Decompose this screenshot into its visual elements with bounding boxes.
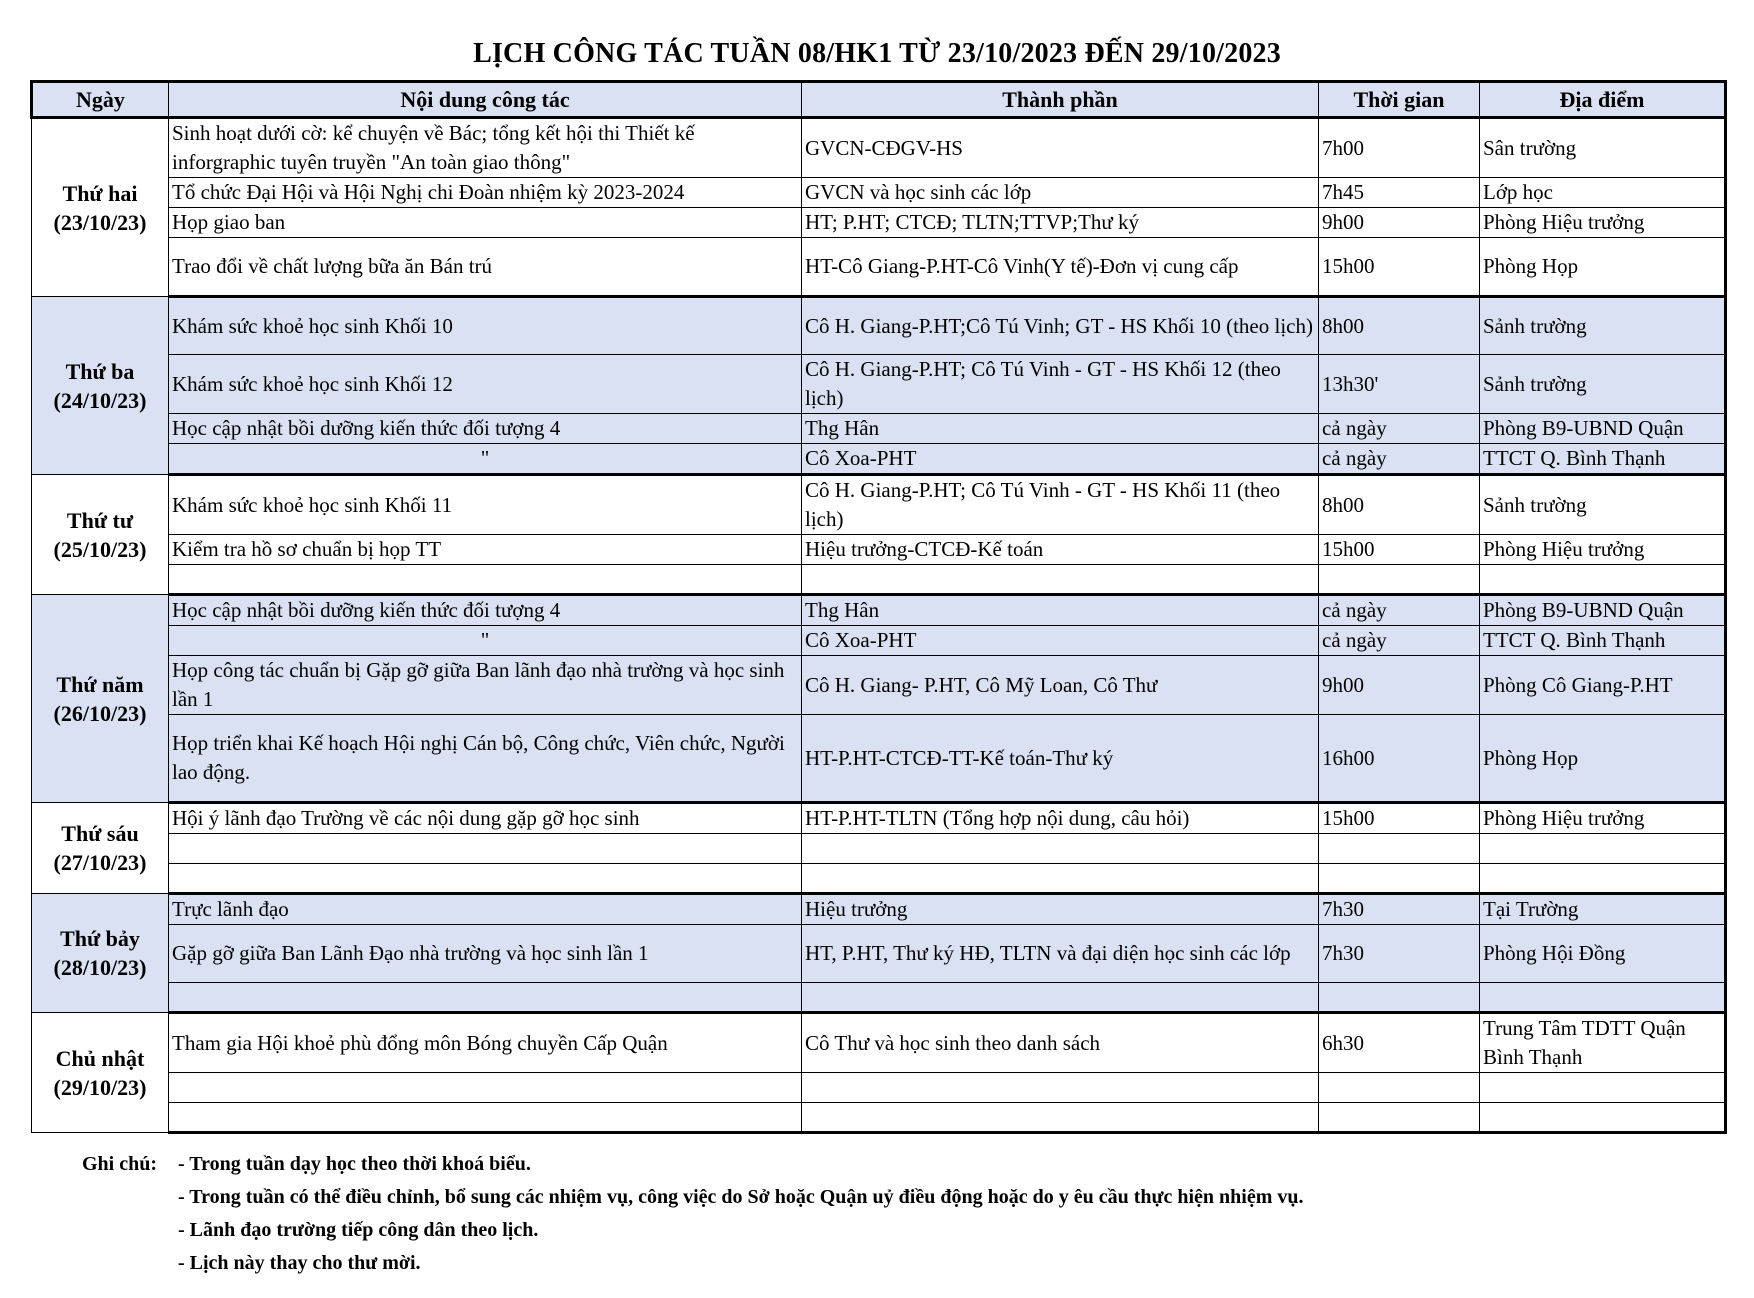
table-row <box>32 297 1726 355</box>
content-cell: Tham gia Hội khoẻ phù đổng môn Bóng chuyền Cấp Quận <box>169 1013 802 1073</box>
place-cell <box>1480 864 1726 894</box>
table-row <box>32 864 1726 894</box>
time-cell: cả ngày <box>1319 444 1480 475</box>
time-cell: 8h00 <box>1319 475 1480 535</box>
time-cell: 15h00 <box>1319 803 1480 834</box>
members-cell <box>802 1073 1319 1103</box>
day-cell <box>32 595 169 803</box>
time-cell: 8h00 <box>1319 297 1480 355</box>
time-cell: 7h30 <box>1319 894 1480 925</box>
day-name: Thứ ba <box>65 358 135 384</box>
time-cell <box>1319 864 1480 894</box>
table-row <box>32 475 1726 535</box>
table-row <box>32 595 1726 626</box>
members-cell: Cô Xoa-PHT <box>802 444 1319 475</box>
time-cell: cả ngày <box>1319 414 1480 444</box>
content-cell: Học cập nhật bồi dưỡng kiến thức đối tượng 4 <box>169 595 802 626</box>
place-cell: Phòng Hiệu trưởng <box>1480 535 1726 565</box>
table-row <box>32 238 1726 297</box>
day-group <box>32 894 1726 1013</box>
content-cell: Họp công tác chuẩn bị Gặp gỡ giữa Ban lãnh đạo nhà trường và học sinh lần 1 <box>169 656 802 715</box>
time-cell: 15h00 <box>1319 535 1480 565</box>
day-date: (23/10/23) <box>53 209 147 235</box>
day-date: (27/10/23) <box>53 850 147 875</box>
day-name: Thứ bảy <box>60 926 140 951</box>
table-row <box>32 715 1726 803</box>
time-cell: 6h30 <box>1319 1013 1480 1073</box>
members-cell: Thg Hân <box>802 595 1319 626</box>
content-cell <box>169 834 802 864</box>
table-row <box>32 803 1726 834</box>
place-cell: Phòng Hiệu trưởng <box>1480 208 1726 238</box>
content-cell <box>169 864 802 894</box>
day-name: Chủ nhật <box>55 1045 145 1071</box>
table-row <box>32 983 1726 1013</box>
content-cell: Khám sức khoẻ học sinh Khối 12 <box>169 355 802 414</box>
place-cell <box>1480 565 1726 595</box>
day-group <box>32 118 1726 297</box>
place-cell <box>1480 1073 1726 1103</box>
members-cell: HT-P.HT-CTCĐ-TT-Kế toán-Thư ký <box>802 715 1319 803</box>
day-cell <box>32 1013 169 1133</box>
day-group <box>32 803 1726 894</box>
time-cell: cả ngày <box>1319 626 1480 656</box>
members-cell <box>802 864 1319 894</box>
place-cell <box>1480 983 1726 1013</box>
members-cell: Cô H. Giang-P.HT; Cô Tú Vinh - GT - HS Khối 12 (theo lịch) <box>802 355 1319 414</box>
page-title: LỊCH CÔNG TÁC TUẦN 08/HK1 TỪ 23/10/2023 ĐẾN 29/10/2023 <box>473 38 1281 69</box>
place-cell: Tại Trường <box>1480 894 1726 925</box>
schedule-table <box>30 80 1727 1134</box>
day-group <box>32 595 1726 803</box>
day-date: (28/10/23) <box>53 955 147 980</box>
day-cell <box>32 803 169 894</box>
members-cell: HT, P.HT, Thư ký HĐ, TLTN và đại diện học sinh các lớp <box>802 925 1319 983</box>
place-cell: Phòng Hội Đồng <box>1480 925 1726 983</box>
members-cell <box>802 1103 1319 1133</box>
place-cell: Phòng Họp <box>1480 238 1726 297</box>
header-row <box>32 82 1726 118</box>
members-cell <box>802 834 1319 864</box>
members-cell: Thg Hân <box>802 414 1319 444</box>
members-cell: GVCN và học sinh các lớp <box>802 178 1319 208</box>
content-cell: Trao đổi về chất lượng bữa ăn Bán trú <box>169 238 802 297</box>
content-cell <box>169 565 802 595</box>
place-cell <box>1480 1103 1726 1133</box>
members-cell: Cô H. Giang-P.HT; Cô Tú Vinh - GT - HS Khối 11 (theo lịch) <box>802 475 1319 535</box>
members-cell: Cô H. Giang-P.HT;Cô Tú Vinh; GT - HS Khối 10 (theo lịch) <box>802 297 1319 355</box>
day-name: Thứ sáu <box>61 821 139 846</box>
table-row <box>32 414 1726 444</box>
day-name: Thứ hai <box>62 180 138 206</box>
time-cell: 13h30' <box>1319 355 1480 414</box>
time-cell: 9h00 <box>1319 208 1480 238</box>
header-place: Địa điểm <box>1480 82 1726 118</box>
content-cell: Sinh hoạt dưới cờ: kể chuyện về Bác; tổng kết hội thi Thiết kế inforgraphic tuyên truyền "An toàn giao thông" <box>169 118 802 178</box>
note-item: - Trong tuần có thể điều chỉnh, bổ sung các nhiệm vụ, công việc do Sở hoặc Quận uỷ điều động hoặc do y êu cầu thực hiện nhiệm vụ. <box>178 1186 1304 1208</box>
content-cell: Họp giao ban <box>169 208 802 238</box>
header-members: Thành phần <box>802 82 1319 118</box>
note-item: - Lãnh đạo trường tiếp công dân theo lịch. <box>178 1219 539 1241</box>
day-group <box>32 475 1726 595</box>
place-cell: Phòng B9-UBND Quận <box>1480 595 1726 626</box>
members-cell: Hiệu trưởng <box>802 894 1319 925</box>
day-cell <box>32 297 169 475</box>
table-row <box>32 535 1726 565</box>
content-cell <box>169 1103 802 1133</box>
table-row <box>32 894 1726 925</box>
time-cell: 7h00 <box>1319 118 1480 178</box>
content-cell: Trực lãnh đạo <box>169 894 802 925</box>
place-cell: TTCT Q. Bình Thạnh <box>1480 444 1726 475</box>
place-cell: Phòng Họp <box>1480 715 1726 803</box>
members-cell: Cô Xoa-PHT <box>802 626 1319 656</box>
content-cell: Gặp gỡ giữa Ban Lãnh Đạo nhà trường và học sinh lần 1 <box>169 925 802 983</box>
place-cell <box>1480 834 1726 864</box>
members-cell <box>802 565 1319 595</box>
place-cell: Phòng Cô Giang-P.HT <box>1480 656 1726 715</box>
time-cell: cả ngày <box>1319 595 1480 626</box>
day-name: Thứ năm <box>56 671 144 697</box>
content-cell: " <box>169 626 802 656</box>
members-cell: Cô Thư và học sinh theo danh sách <box>802 1013 1319 1073</box>
table-row <box>32 565 1726 595</box>
header-time: Thời gian <box>1319 82 1480 118</box>
content-cell: Khám sức khoẻ học sinh Khối 10 <box>169 297 802 355</box>
table-row <box>32 626 1726 656</box>
place-cell: TTCT Q. Bình Thạnh <box>1480 626 1726 656</box>
table-row <box>32 656 1726 715</box>
table-row <box>32 1013 1726 1073</box>
table-row <box>32 1073 1726 1103</box>
time-cell <box>1319 1073 1480 1103</box>
day-cell <box>32 475 169 595</box>
members-cell: Cô H. Giang- P.HT, Cô Mỹ Loan, Cô Thư <box>802 656 1319 715</box>
members-cell: HT; P.HT; CTCĐ; TLTN;TTVP;Thư ký <box>802 208 1319 238</box>
content-cell: Tổ chức Đại Hội và Hội Nghị chi Đoàn nhiệm kỳ 2023-2024 <box>169 178 802 208</box>
table-row <box>32 355 1726 414</box>
day-cell <box>32 894 169 1013</box>
time-cell <box>1319 1103 1480 1133</box>
day-group <box>32 297 1726 475</box>
time-cell: 15h00 <box>1319 238 1480 297</box>
note-item: - Trong tuần dạy học theo thời khoá biểu. <box>178 1153 531 1175</box>
table-row <box>32 118 1726 178</box>
place-cell: Trung Tâm TDTT Quận Bình Thạnh <box>1480 1013 1726 1073</box>
place-cell: Sảnh trường <box>1480 297 1726 355</box>
table-row <box>32 208 1726 238</box>
members-cell: HT-Cô Giang-P.HT-Cô Vinh(Y tế)-Đơn vị cung cấp <box>802 238 1319 297</box>
place-cell: Phòng B9-UBND Quận <box>1480 414 1726 444</box>
content-cell: Khám sức khoẻ học sinh Khối 11 <box>169 475 802 535</box>
header-content: Nội dung công tác <box>169 82 802 118</box>
table-row <box>32 834 1726 864</box>
place-cell: Sảnh trường <box>1480 475 1726 535</box>
day-group <box>32 1013 1726 1133</box>
place-cell: Sân trường <box>1480 118 1726 178</box>
content-cell: Hội ý lãnh đạo Trường về các nội dung gặp gỡ học sinh <box>169 803 802 834</box>
content-cell: Họp triển khai Kế hoạch Hội nghị Cán bộ, Công chức, Viên chức, Người lao động. <box>169 715 802 803</box>
place-cell: Sảnh trường <box>1480 355 1726 414</box>
time-cell <box>1319 565 1480 595</box>
day-date: (29/10/23) <box>53 1074 147 1100</box>
table-row <box>32 444 1726 475</box>
time-cell: 16h00 <box>1319 715 1480 803</box>
place-cell: Phòng Hiệu trưởng <box>1480 803 1726 834</box>
time-cell <box>1319 834 1480 864</box>
place-cell: Lớp học <box>1480 178 1726 208</box>
content-cell: Học cập nhật bồi dưỡng kiến thức đối tượng 4 <box>169 414 802 444</box>
day-cell <box>32 118 169 297</box>
header-day: Ngày <box>32 82 169 118</box>
time-cell: 7h45 <box>1319 178 1480 208</box>
members-cell: HT-P.HT-TLTN (Tổng hợp nội dung, câu hỏi) <box>802 803 1319 834</box>
content-cell <box>169 983 802 1013</box>
notes-label: Ghi chú: <box>82 1153 158 1175</box>
content-cell: " <box>169 444 802 475</box>
table-row <box>32 1103 1726 1133</box>
time-cell: 7h30 <box>1319 925 1480 983</box>
members-cell <box>802 983 1319 1013</box>
day-date: (24/10/23) <box>53 387 147 413</box>
table-row <box>32 925 1726 983</box>
day-date: (25/10/23) <box>53 536 147 562</box>
table-row <box>32 178 1726 208</box>
time-cell: 9h00 <box>1319 656 1480 715</box>
content-cell <box>169 1073 802 1103</box>
content-cell: Kiểm tra hồ sơ chuẩn bị họp TT <box>169 535 802 565</box>
members-cell: Hiệu trưởng-CTCĐ-Kế toán <box>802 535 1319 565</box>
note-item: - Lịch này thay cho thư mời. <box>178 1252 421 1274</box>
time-cell <box>1319 983 1480 1013</box>
notes-list <box>178 1148 1578 1280</box>
members-cell: GVCN-CĐGV-HS <box>802 118 1319 178</box>
day-date: (26/10/23) <box>53 700 147 726</box>
day-name: Thứ tư <box>66 507 134 533</box>
